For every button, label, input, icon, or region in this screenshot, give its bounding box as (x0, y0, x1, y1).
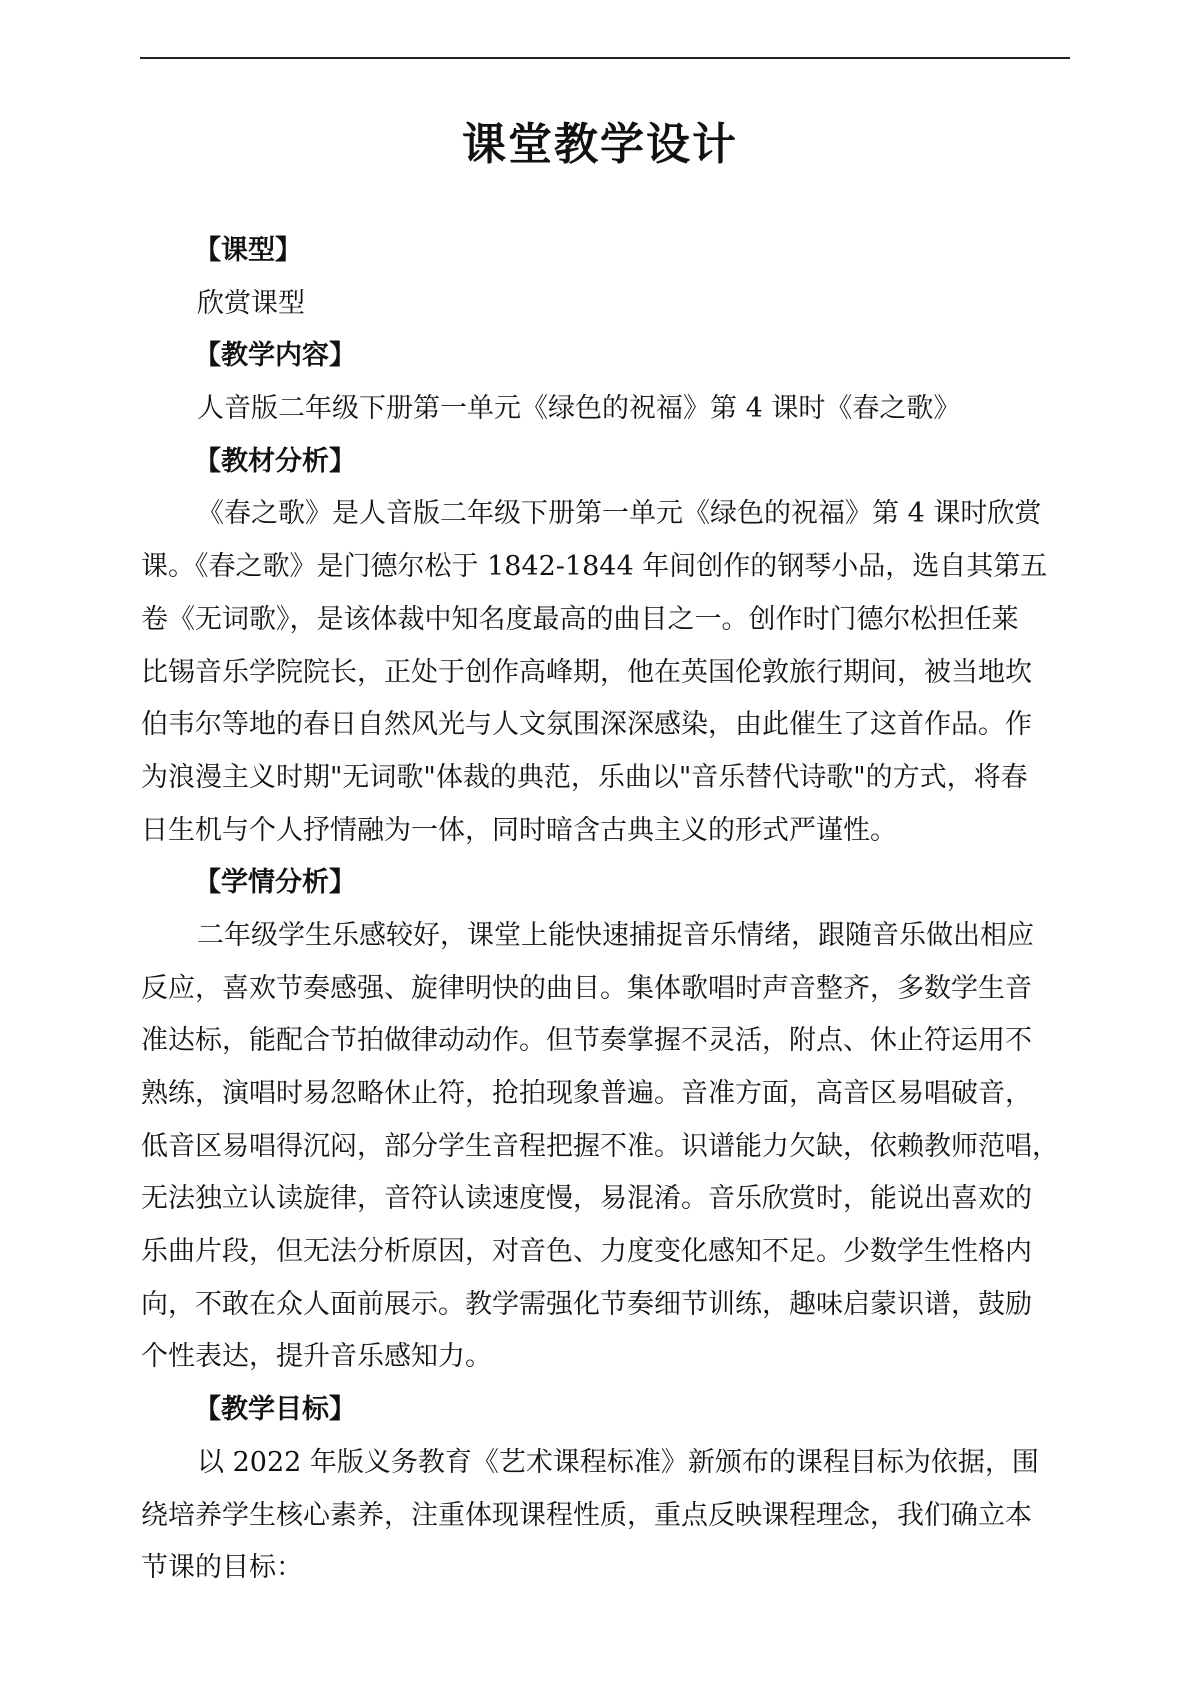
teaching-content-text: 人音版二年级下册第一单元《绿色的祝福》第 4 课时《春之歌》 (197, 393, 961, 425)
course-type-text: 欣赏课型 (197, 287, 305, 319)
paragraph-line: 熟练，演唱时易忽略休止符，抢拍现象普遍。音准方面，高音区易唱破音， (141, 1078, 1032, 1109)
section-heading-course-type: 【课型】 (194, 235, 302, 266)
material-analysis-paragraph (141, 488, 1151, 857)
paragraph-line: 二年级学生乐感较好，课堂上能快速捕捉音乐情绪，跟随音乐做出相应 (197, 919, 1034, 951)
section-heading-student-analysis: 【学情分析】 (194, 867, 356, 899)
paragraph-line: 节课的目标： (141, 1552, 303, 1584)
paragraph-line: 反应，喜欢节奏感强、旋律明快的曲目。集体歌唱时声音整齐，多数学生音 (141, 972, 1032, 1004)
paragraph-line: 以 2022 年版义务教育《艺术课程标准》新颁布的课程目标为依据，围 (197, 1446, 1039, 1478)
paragraph-line: 比锡音乐学院院长，正处于创作高峰期，他在英国伦敦旅行期间，被当地坎 (141, 656, 1032, 688)
paragraph-line: 课。《春之歌》是门德尔松于 1842-1844 年间创作的钢琴小品，选自其第五 (141, 551, 1048, 583)
section-heading-teaching-goals: 【教学目标】 (194, 1394, 356, 1426)
paragraph-line: 准达标，能配合节拍做律动动作。但节奏掌握不灵活，附点、休止符运用不 (141, 1025, 1032, 1057)
paragraph-line: 绕培养学生核心素养，注重体现课程性质，重点反映课程理念，我们确立本 (141, 1499, 1032, 1531)
document-body (141, 225, 1077, 1595)
paragraph-line: 伯韦尔等地的春日自然风光与人文氛围深深感染，由此催生了这首作品。作 (141, 709, 1032, 741)
paragraph-line: 低音区易唱得沉闷，部分学生音程把握不准。识谱能力欠缺，依赖教师范唱， (141, 1130, 1059, 1162)
paragraph-line: 乐曲片段，但无法分析原因，对音色、力度变化感知不足。少数学生性格内 (141, 1236, 1032, 1268)
paragraph-line: 卷《无词歌》，是该体裁中知名度最高的曲目之一。创作时门德尔松担任莱 (141, 603, 1019, 635)
paragraph-line: 无法独立认读旋律，音符认读速度慢，易混淆。音乐欣赏时，能说出喜欢的 (141, 1183, 1032, 1215)
document-title: 课堂教学设计 (462, 119, 738, 170)
paragraph-line: 个性表达，提升音乐感知力。 (141, 1341, 492, 1373)
student-analysis-paragraph (141, 910, 1151, 1384)
paragraph-line: 向，不敢在众人面前展示。教学需强化节奏细节训练，趣味启蒙识谱，鼓励 (141, 1288, 1032, 1320)
paragraph-line: 日生机与个人抒情融为一体，同时暗含古典主义的形式严谨性。 (141, 814, 897, 846)
header-rule (140, 57, 1070, 59)
teaching-goals-paragraph (141, 1437, 1151, 1595)
paragraph-line: 为浪漫主义时期"无词歌"体裁的典范，乐曲以"音乐替代诗歌"的方式，将春 (141, 761, 1028, 793)
section-heading-material-analysis: 【教材分析】 (194, 445, 356, 477)
paragraph-line: 《春之歌》是人音版二年级下册第一单元《绿色的祝福》第 4 课时欣赏 (197, 498, 1042, 530)
section-heading-teaching-content: 【教学内容】 (194, 340, 356, 372)
